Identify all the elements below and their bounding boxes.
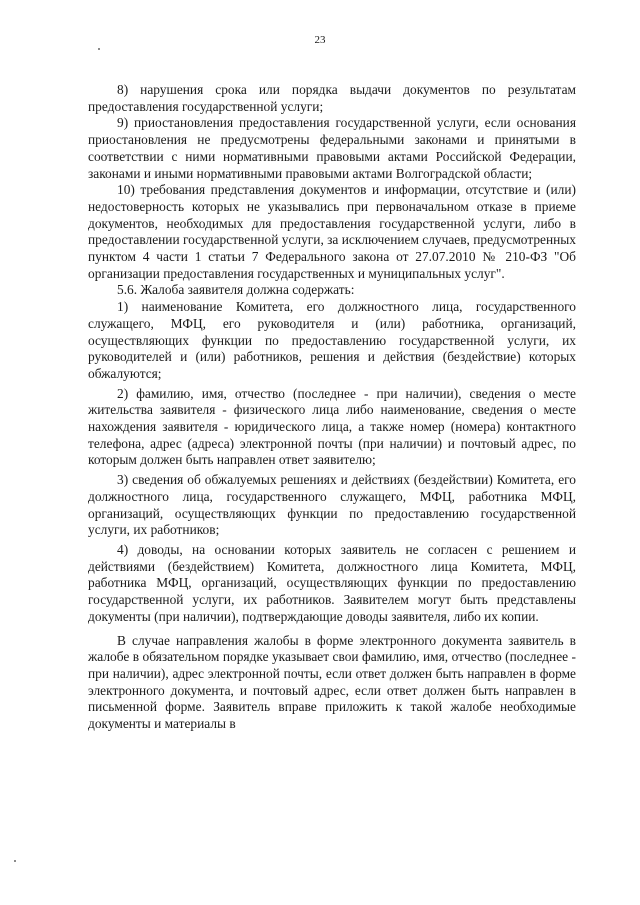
document-body <box>88 82 576 733</box>
paragraph-requirement-3: 3) сведения об обжалуемых решениях и действиях (бездействии) Комитета, его должностного лица, государственного служащего, МФЦ, работника МФЦ, организаций, осуществляющих функции по предоставлению государственной услуги, их работников; <box>88 472 576 538</box>
page-number: 23 <box>314 34 326 46</box>
scan-speck <box>98 48 100 50</box>
paragraph-electronic-complaint: В случае направления жалобы в форме электронного документа заявитель в жалобе в обязательном порядке указывает свои фамилию, имя, отчество (последнее - при наличии), адрес электронной почты, если ответ должен быть направлен в форме электронного документа, и почтовый адрес, если ответ должен быть направлен в письменной форме. Заявитель вправе приложить к такой жалобе необходимые документы и материалы в <box>88 632 576 732</box>
paragraph-item-10: 10) требования представления документов и информации, отсутствие и (или) недостоверность которых не указывались при первоначальном отказе в приеме документов, необходимых для предоставления государственной услуги, либо в предоставлении государственной услуги, за исключением случаев, предусмотренных пунктом 4 части 1 статьи 7 Федерального закона от 27.07.2010 № 210-ФЗ "Об организации предоставления государственных и муниципальных услуг". <box>88 182 576 281</box>
paragraph-item-9: 9) приостановления предоставления государственной услуги, если основания приостановления не предусмотрены федеральными законами и принятыми в соответствии с ними нормативными правовыми актами Российской Федерации, законами и иными нормативными правовыми актами Волгоградской области; <box>88 115 576 181</box>
paragraph-requirement-1: 1) наименование Комитета, его должностного лица, государственного служащего, МФЦ, его руководителя и (или) работника, организаций, осуществляющих функции по предоставлению государственной услуги, их руководителей и (или) работников, решения и действия (бездействие) которых обжалуются; <box>88 299 576 381</box>
paragraph-requirement-4: 4) доводы, на основании которых заявитель не согласен с решением и действиями (бездействием) Комитета, должностного лица Комитета, МФЦ, работника МФЦ, организаций, осуществляющих функции по предоставлению государственной услуги, их работников. Заявителем могут быть представлены документы (при наличии), подтверждающие доводы заявителя, либо их копии. <box>88 541 576 624</box>
scan-speck <box>14 860 16 862</box>
paragraph-item-8: 8) нарушения срока или порядка выдачи документов по результатам предоставления государственной услуги; <box>88 82 576 114</box>
section-heading-5-6: 5.6. Жалоба заявителя должна содержать: <box>117 282 355 298</box>
paragraph-requirement-2: 2) фамилию, имя, отчество (последнее - при наличии), сведения о месте жительства заявителя - физического лица либо наименование, сведения о месте нахождения заявителя - юридического лица, а также номер (номера) контактного телефона, адрес (адреса) электронной почты (при наличии) и почтовый адрес, по которым должен быть направлен ответ заявителю; <box>88 385 576 468</box>
